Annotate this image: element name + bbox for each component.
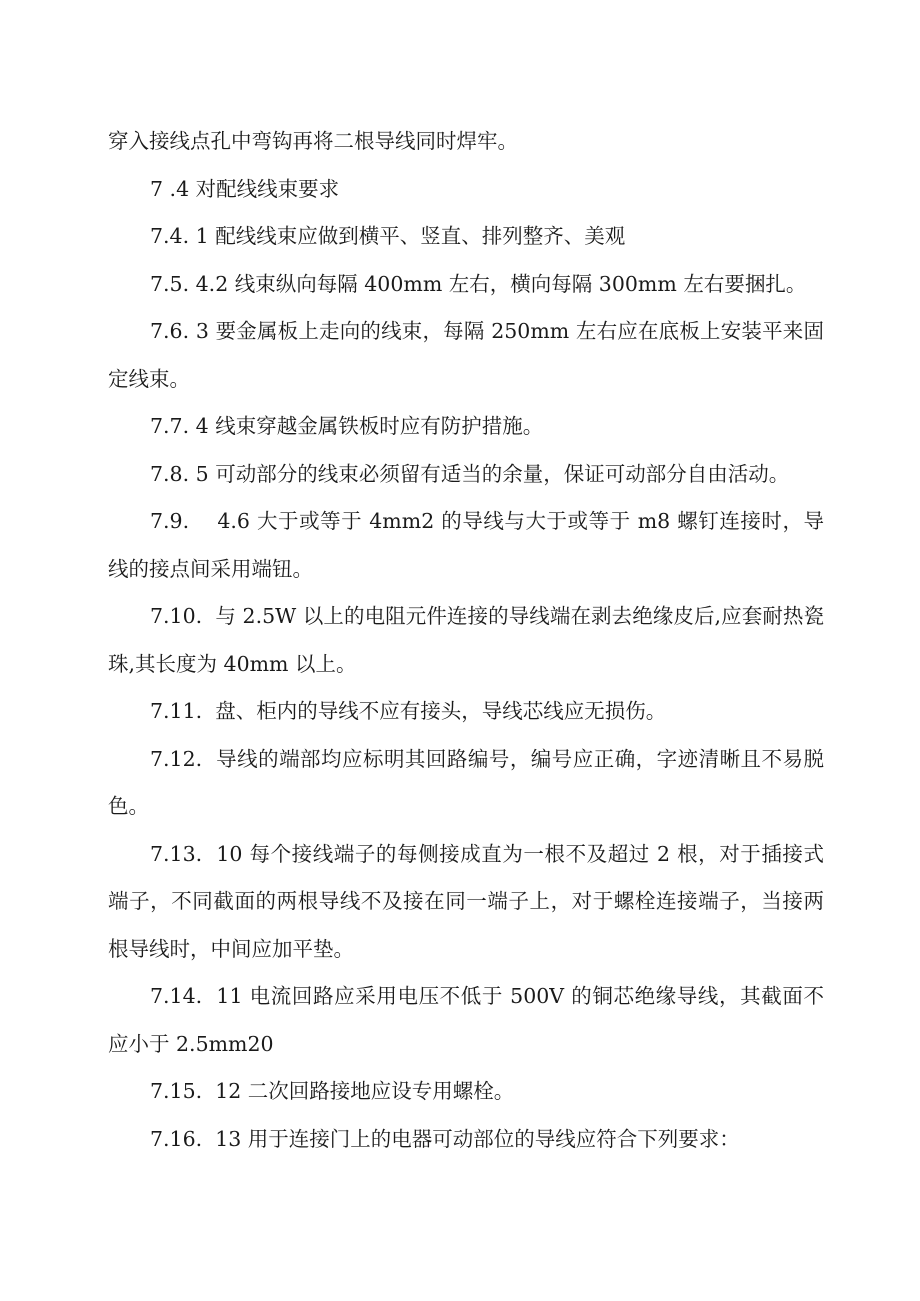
paragraph: 7.4. 1 配线线束应做到横平、竖直、排列整齐、美观 xyxy=(150,224,626,248)
paragraph: 7.12. 导线的端部均应标明其回路编号，编号应正确，字迹清晰且不易脱色。 xyxy=(108,746,824,818)
section-heading: 7 .4 对配线线束要求 xyxy=(150,176,340,201)
paragraph: 7.15. 12 二次回路接地应设专用螺栓。 xyxy=(150,1079,515,1103)
paragraph: 7.9. 4.6 大于或等于 4mm2 的导线与大于或等于 m8 螺钉连接时，导线的接点间采用端钮。 xyxy=(108,509,824,581)
paragraph: 7.16. 13 用于连接门上的电器可动部位的导线应符合下列要求： xyxy=(150,1126,740,1151)
paragraph: 穿入接线点孔中弯钩再将二根导线同时焊牢。 xyxy=(108,129,518,153)
paragraph: 7.13. 10 每个接线端子的每侧接成直为一根不及超过 2 根，对于插接式端子，不同截面的两根导线不及接在同一端子上，对于螺栓连接端子，当接两根导线时，中间应加平垫。 xyxy=(108,841,824,961)
paragraph: 7.8. 5 可动部分的线束必须留有适当的余量，保证可动部分自由活动。 xyxy=(150,461,790,486)
paragraph: 7.11. 盘、柜内的导线不应有接头，导线芯线应无损伤。 xyxy=(150,699,667,723)
document-body xyxy=(108,118,824,1163)
paragraph: 7.14. 11 电流回路应采用电压不低于 500V 的铜芯绝缘导线，其截面不应小于 2.5mm20 xyxy=(108,984,824,1056)
paragraph: 7.6. 3 要金属板上走向的线束，每隔 250mm 左右应在底板上安装平来固定线束。 xyxy=(108,319,824,391)
paragraph: 7.7. 4 线束穿越金属铁板时应有防护措施。 xyxy=(150,414,544,438)
paragraph: 7.5. 4.2 线束纵向每隔 400mm 左右，横向每隔 300mm 左右要捆扎。 xyxy=(150,271,807,296)
paragraph: 7.10. 与 2.5W 以上的电阻元件连接的导线端在剥去绝缘皮后,应套耐热瓷珠,其长度为 40mm 以上。 xyxy=(108,604,824,676)
